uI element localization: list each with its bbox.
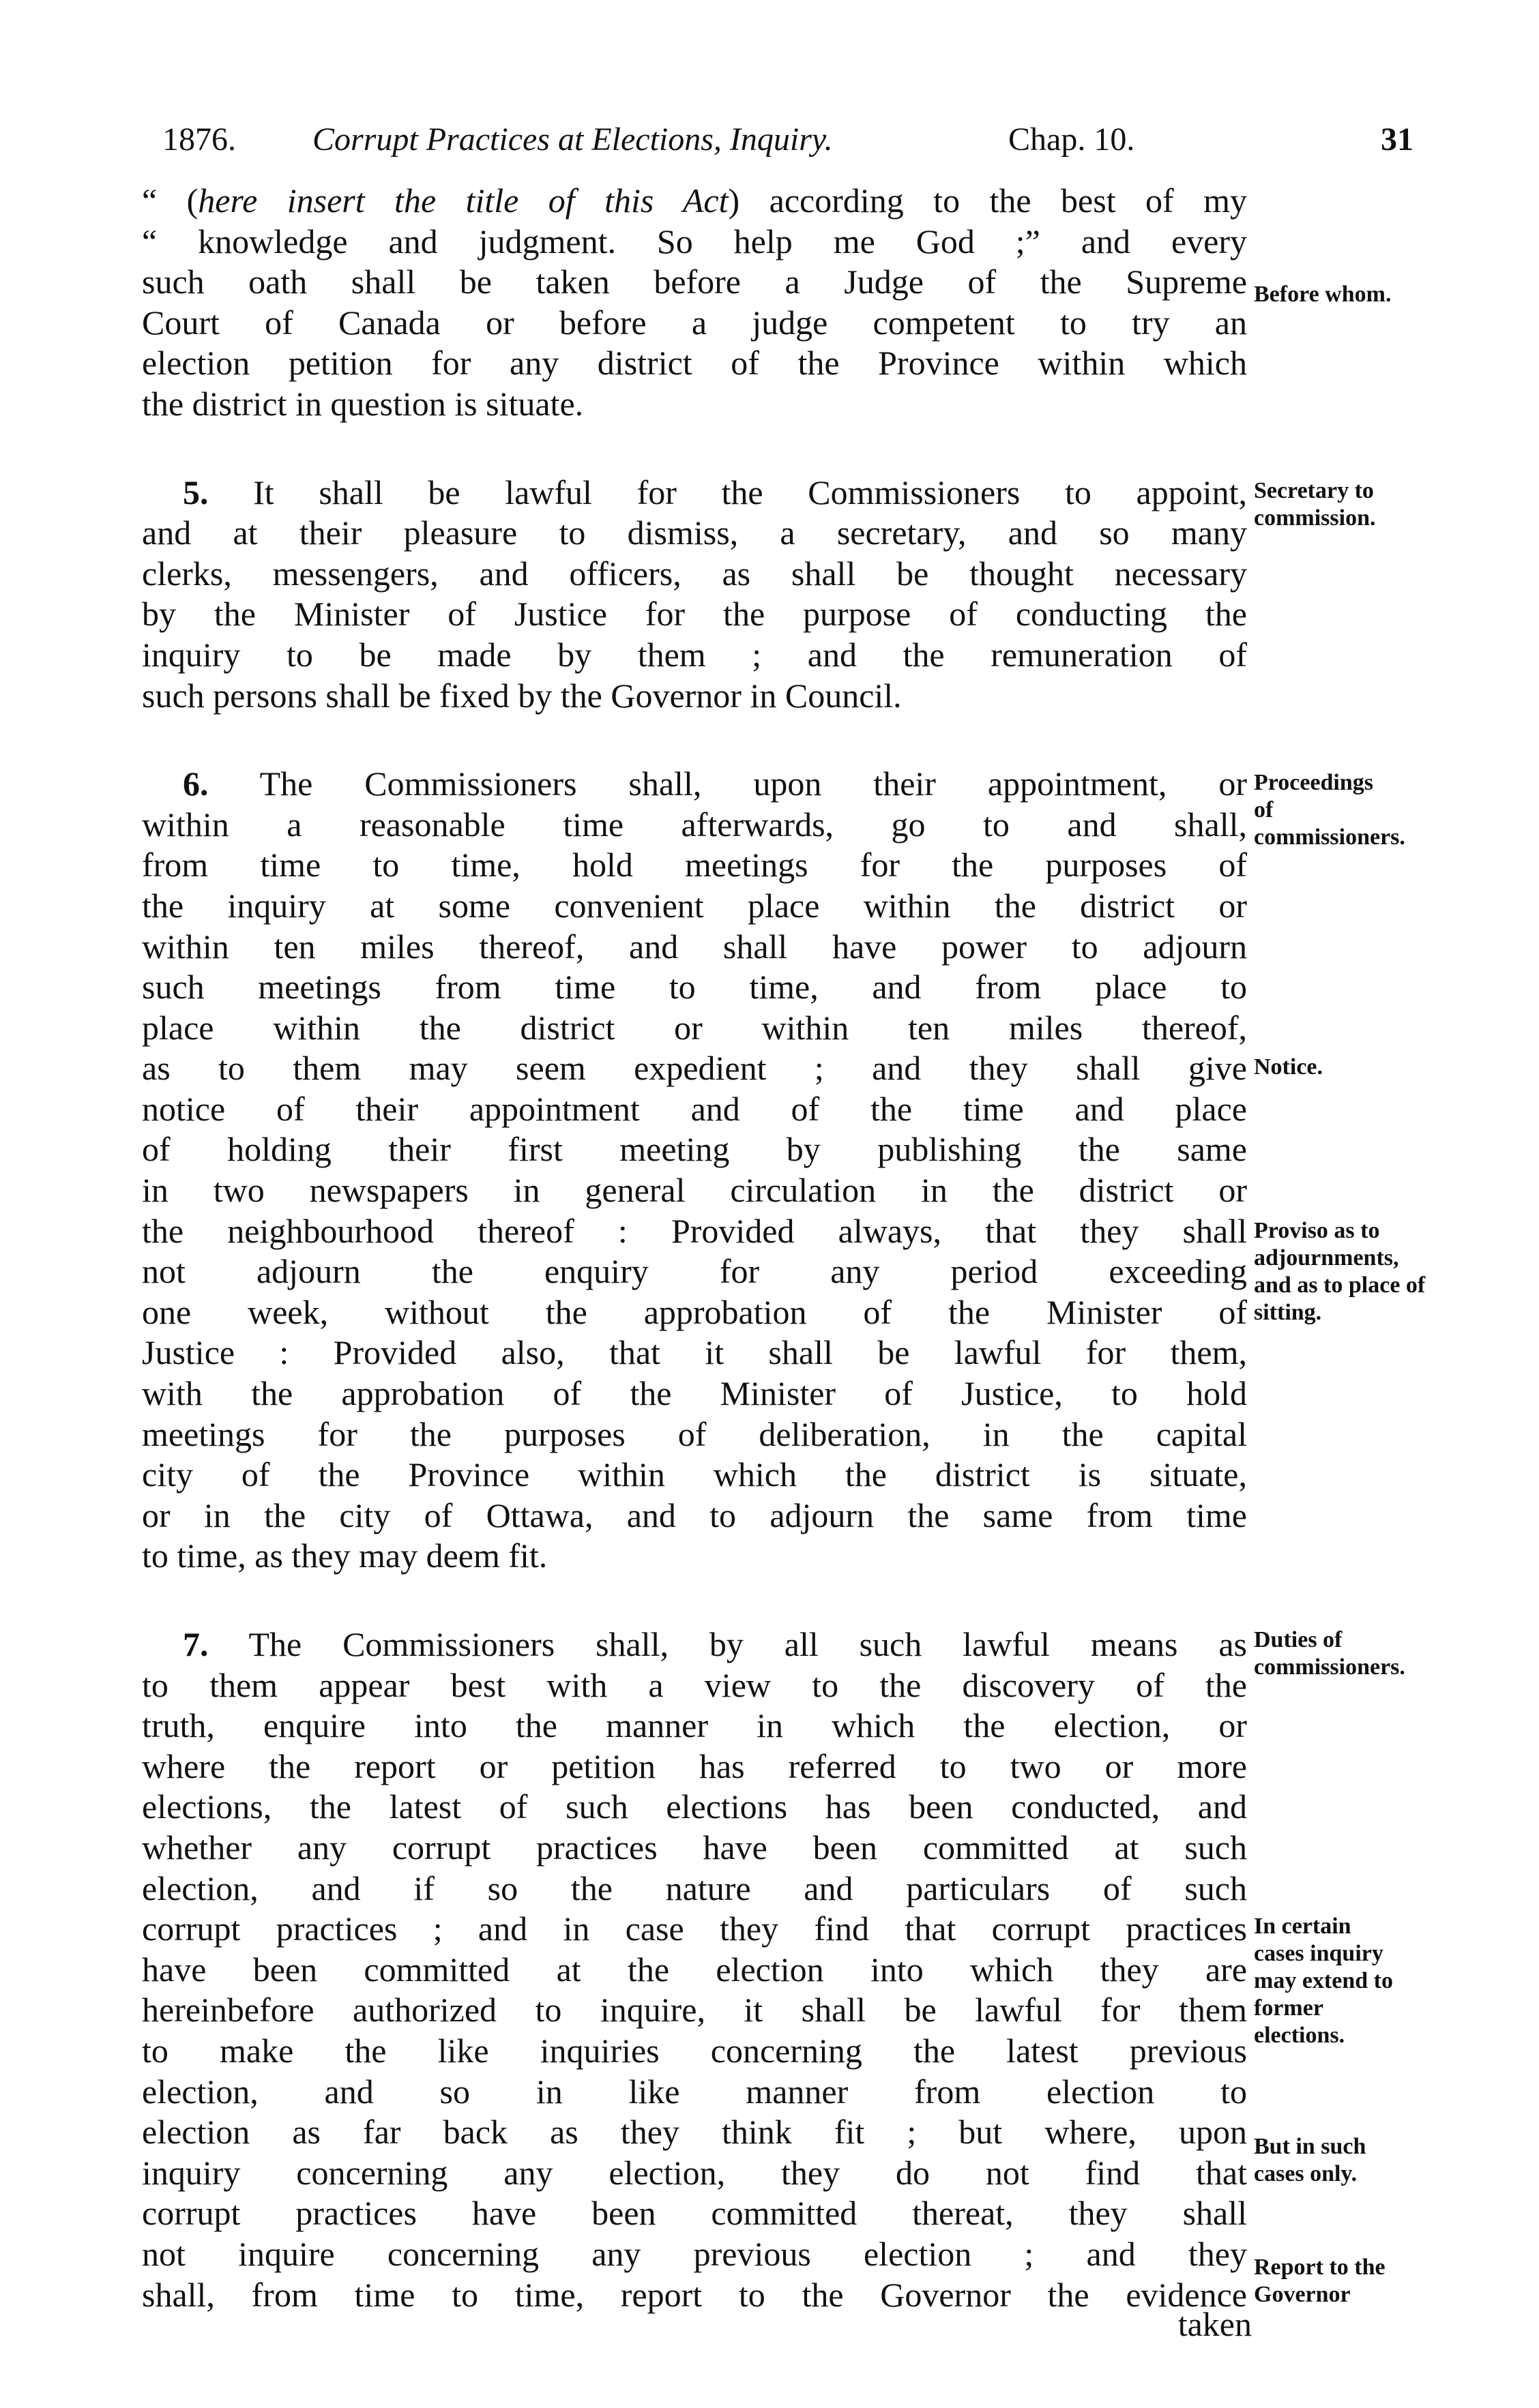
text-line: such meetings from time to time, and from place to	[142, 968, 1247, 1007]
text-line: to time, as they may deem fit.	[142, 1536, 548, 1575]
section-5	[142, 473, 1247, 717]
marginal-note-before-whom: Before whom.	[1254, 282, 1392, 307]
marginal-note-certain-cases: In certain cases inquiry may extend to former elections.	[1254, 1914, 1393, 2048]
text-line: not adjourn the enquiry for any period exceeding	[142, 1252, 1247, 1291]
text-line: 5. It shall be lawful for the Commissioners to appoint,	[183, 473, 1247, 511]
marginal-note-proceedings: Proceedings of commissioners.	[1254, 770, 1405, 850]
text-line: Court of Canada or before a judge competent to try an	[142, 303, 1247, 342]
text-line: 6. The Commissioners shall, upon their appointment, or	[183, 764, 1247, 803]
text-line: not inquire concerning any previous election ; and they	[142, 2234, 1247, 2273]
text-line: as to them may seem expedient ; and they shall give	[142, 1049, 1247, 1088]
catchword: taken	[1177, 2305, 1252, 2343]
text-line: the district in question is situate.	[142, 384, 584, 423]
text-line: clerks, messengers, and officers, as shall be thought necessary	[142, 554, 1247, 593]
text-line: corrupt practices have been committed thereat, they shall	[142, 2194, 1247, 2233]
text-line: election, and if so the nature and particulars of such	[142, 1869, 1247, 1907]
text-line: the inquiry at some convenient place within the district or	[142, 886, 1247, 925]
text-line: city of the Province within which the district is situate,	[142, 1455, 1247, 1494]
text-line: hereinbefore authorized to inquire, it shall be lawful for them	[142, 1991, 1247, 2030]
text-line: with the approbation of the Minister of Justice, to hold	[142, 1374, 1247, 1413]
section-6	[142, 764, 1247, 1577]
text-line: whether any corrupt practices have been committed at such	[142, 1828, 1247, 1867]
text-line: to them appear best with a view to the discovery of the	[142, 1665, 1247, 1704]
text-line: meetings for the purposes of deliberation, in the capital	[142, 1414, 1247, 1453]
text-line: have been committed at the election into which they are	[142, 1950, 1247, 1989]
text-line: such persons shall be fixed by the Governor in Council.	[142, 676, 902, 715]
text-line: 7. The Commissioners shall, by all such lawful means as	[183, 1625, 1247, 1663]
section-number: 5.	[183, 473, 209, 511]
running-header	[162, 116, 1413, 164]
text-line: of holding their first meeting by publishing the same	[142, 1130, 1247, 1169]
header-year: 1876.	[162, 121, 236, 158]
marginal-note-report: Report to the Governor	[1254, 2255, 1386, 2307]
header-title: Corrupt Practices at Elections, Inquiry.	[312, 121, 833, 158]
text-line: place within the district or within ten miles thereof,	[142, 1008, 1247, 1047]
text-line: one week, without the approbation of the Minister of	[142, 1292, 1247, 1331]
body-text	[142, 181, 1247, 2363]
text-line: inquiry to be made by them ; and the remuneration of	[142, 635, 1247, 674]
text-line: within ten miles thereof, and shall have power to adjourn	[142, 927, 1247, 966]
text-line: where the report or petition has referred to two or more	[142, 1746, 1247, 1785]
text-line: such oath shall be taken before a Judge of the Supreme	[142, 263, 1247, 301]
text-line: shall, from time to time, report to the Governor the evidence	[142, 2275, 1247, 2314]
page-number: 31	[1381, 121, 1413, 158]
marginal-note-such-cases: But in such cases only.	[1254, 2134, 1366, 2186]
text-line: election petition for any district of the Province within which	[142, 344, 1247, 383]
text-line: truth, enquire into the manner in which the election, or	[142, 1706, 1247, 1745]
marginal-note-duties: Duties of commissioners.	[1254, 1627, 1405, 1680]
text-line: the neighbourhood thereof : Provided always, that they shall	[142, 1211, 1247, 1250]
text-line: from time to time, hold meetings for the purposes of	[142, 846, 1247, 885]
marginal-note-notice: Notice.	[1254, 1054, 1323, 1080]
text-line: “ knowledge and judgment. So help me God ;” and every	[142, 222, 1247, 261]
marginal-note-secretary: Secretary to commission.	[1254, 478, 1376, 531]
text-line: by the Minister of Justice for the purpose of conducting the	[142, 595, 1247, 634]
text-line: inquiry concerning any election, they do not find that	[142, 2153, 1247, 2192]
text-line: corrupt practices ; and in case they find that corrupt practices	[142, 1909, 1247, 1948]
text-line: or in the city of Ottawa, and to adjourn the same from time	[142, 1496, 1247, 1534]
text-line: notice of their appointment and of the time and place	[142, 1089, 1247, 1128]
section-number: 7.	[183, 1625, 209, 1663]
section-number: 6.	[183, 764, 209, 803]
paragraph-oath-continuation	[142, 181, 1247, 425]
text-line: election as far back as they think fit ; but where, upon	[142, 2113, 1247, 2152]
text-line: to make the like inquiries concerning the latest previous	[142, 2031, 1247, 2070]
text-line: “ (here insert the title of this Act) according to the best of my	[142, 181, 1248, 220]
text-line: within a reasonable time afterwards, go to and shall,	[142, 805, 1247, 844]
text-line: election, and so in like manner from election to	[142, 2072, 1247, 2111]
section-7	[142, 1624, 1247, 2315]
text-line: Justice : Provided also, that it shall be lawful for them,	[142, 1333, 1247, 1372]
text-line: in two newspapers in general circulation in the district or	[142, 1171, 1247, 1210]
marginal-note-proviso: Proviso as to adjournments, and as to place of sitting.	[1254, 1218, 1426, 1325]
text-line: and at their pleasure to dismiss, a secretary, and so many	[142, 514, 1247, 552]
text-line: elections, the latest of such elections has been conducted, and	[142, 1787, 1247, 1826]
header-chapter: Chap. 10.	[1008, 121, 1135, 158]
